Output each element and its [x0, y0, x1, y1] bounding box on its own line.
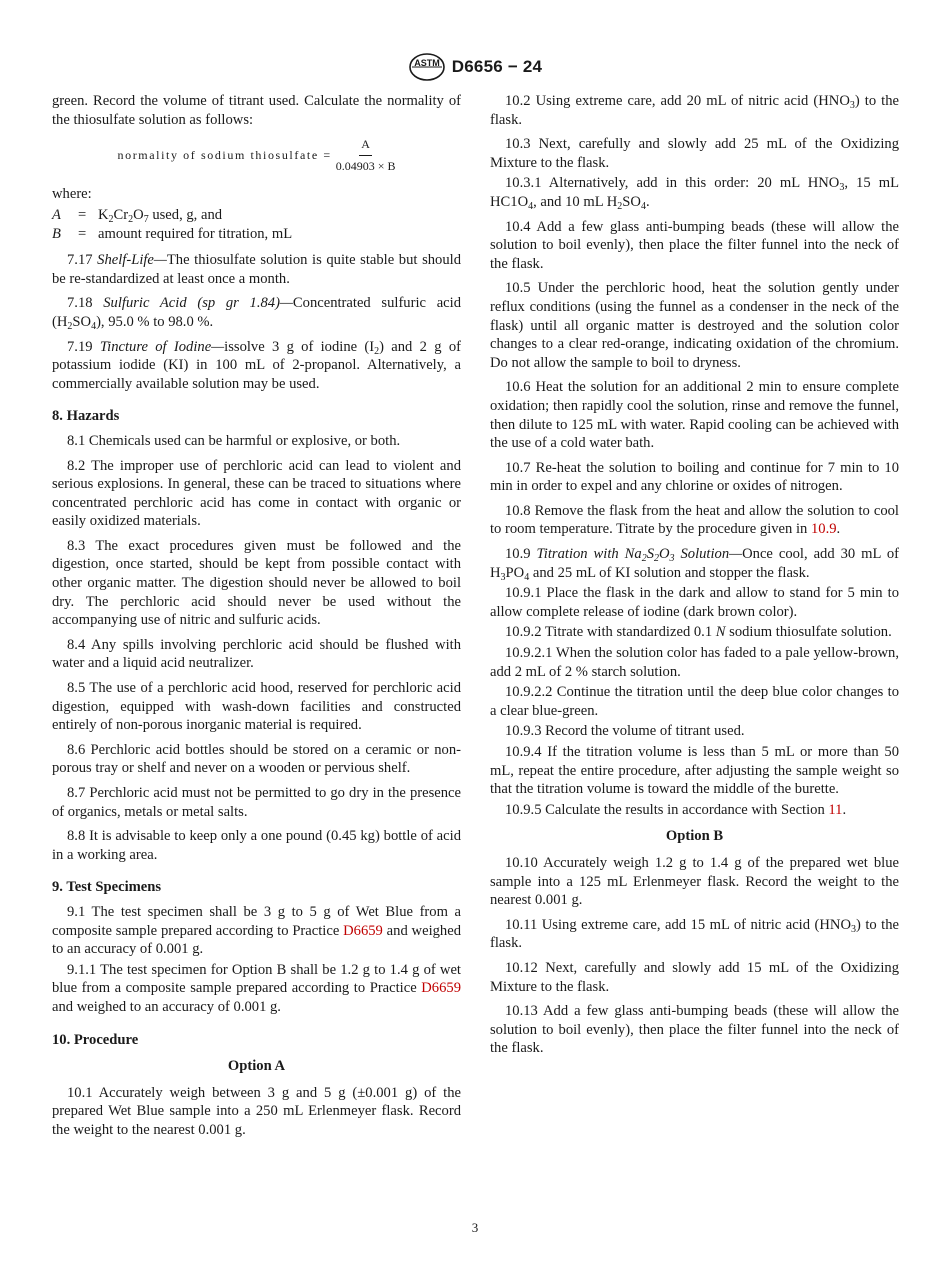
paragraph-8-2: 8.2 The improper use of perchloric acid can lead to violent and serious explosions. In general, these can be traced to situations where concentrated perchloric acid has come in contact with organic or easily oxidized materials.: [52, 457, 461, 530]
paragraph-10-9-4: 10.9.4 If the titration volume is less than 5 mL or more than 50 mL, repeat the entire procedure, after adjusting the sample weight so that the titration volume is toward the middle of the burette.: [490, 744, 899, 798]
definition-equals: =: [78, 206, 87, 223]
definition-a: [52, 206, 461, 225]
paragraph-9-1-1: 9.1.1 The test specimen for Option B shall be 1.2 g to 1.4 g of wet blue from a composite sample prepared according to Practice D6659 and weighed to an accuracy of 0.001 g.: [52, 961, 461, 1015]
normality-formula: [52, 135, 461, 175]
paragraph-8-4: 8.4 Any spills involving perchloric acid should be flushed with water and a liquid acid neutralizer.: [52, 636, 461, 672]
reference-link-10-9[interactable]: 10.9: [810, 521, 837, 538]
paragraph-10-9-1: 10.9.1 Place the flask in the dark and allow to stand for 5 min to allow complete release of iodine (dark brown color).: [490, 585, 899, 620]
definition-equals: =: [78, 225, 87, 242]
paragraph-10-1: 10.1 Accurately weigh between 3 g and 5 g (±0.001 g) of the prepared Wet Blue sample into a 250 mL Erlenmeyer flask. Record the weight to the nearest 0.001 g.: [52, 1084, 461, 1138]
definition-b: [52, 225, 461, 244]
section-heading-hazards: 8. Hazards: [52, 408, 120, 425]
where-label: where:: [52, 186, 92, 203]
paragraph-10-9-3: 10.9.3 Record the volume of titrant used.: [505, 723, 745, 740]
subheading-option-b: Option B: [665, 828, 724, 845]
paragraph-10-9: 10.9 Titration with $Na_2S_2O_3$ Solution—Once cool, add 30 mL of $H_3PO_4$ and 25 mL of KI solution and stopper the flask.: [490, 546, 899, 583]
definition-symbol: B: [52, 225, 61, 242]
paragraph-7-18: 7.18 Sulfuric Acid (sp gr 1.84)—Concentrated sulfuric acid $(H_2SO_4)$, 95.0 % to 98.0 %.: [52, 295, 461, 332]
formula-denominator: 0.04903 × B: [335, 158, 396, 173]
paragraph-10-9-2: 10.9.2 Titrate with standardized 0.1 N sodium thiosulfate solution.: [505, 624, 892, 641]
definition-text: amount required for titration, mL: [98, 225, 293, 242]
paragraph-10-5: 10.5 Under the perchloric hood, heat the solution gently under reflux conditions (using the funnel as a condenser in the neck of the flask) until all organic matter is destroyed and the solution color changes to a clear red-orange, indicating oxidation of the chromium. Do not allow the sample to boil to dryness.: [490, 280, 899, 371]
svg-text:ASTM: ASTM: [414, 58, 440, 68]
paragraph-10-6: 10.6 Heat the solution for an additional 2 min to ensure complete oxidation; then rapidly cool the solution, rinse and remove the funnel, then dilute to 125 mL with water. Rapid cooling can be achieved with the use of a cold water bath.: [490, 379, 899, 452]
paragraph-10-13: 10.13 Add a few glass anti-bumping beads (these will allow the solution to boil evenly), then place the filter funnel into the neck of the flask.: [490, 1003, 899, 1057]
paragraph-10-9-2-1: 10.9.2.1 When the solution color has faded to a pale yellow-brown, add 2 mL of 2 % starch solution.: [490, 645, 899, 680]
paragraph-green: green. Record the volume of titrant used. Calculate the normality of the thiosulfate solution as follows:: [52, 93, 461, 128]
definition-text: $K_2Cr_2O_7$ used, g, and: [98, 206, 223, 225]
left-column: [52, 92, 461, 1146]
paragraph-10-3-1: 10.3.1 Alternatively, add in this order: 20 mL $HNO_3$, 15 mL $HC1O_4$, and 10 mL $H_2SO_4$.: [490, 175, 899, 212]
paragraph-8-6: 8.6 Perchloric acid bottles should be stored on a ceramic or non-porous tray or shelf and never on a wooden or pervious shelf.: [52, 741, 461, 777]
paragraph-7-17: 7.17 Shelf-Life—The thiosulfate solution is quite stable but should be re-standardized at least once a month.: [52, 252, 461, 287]
formula-fraction: [336, 135, 396, 175]
document-id: D6656 − 24: [451, 57, 543, 76]
subheading-option-a: Option A: [227, 1058, 286, 1075]
paragraph-7-19: 7.19 Tincture of Iodine—issolve 3 g of iodine $(I_2)$ and 2 g of potassium iodide (KI) in 100 mL of 2-propanol. Alternatively, a commercially available solution may be used.: [52, 338, 461, 392]
paragraph-10-10: 10.10 Accurately weigh 1.2 g to 1.4 g of the prepared wet blue sample into a 125 mL Erlenmeyer flask. Record the weight to the nearest 0.001 g.: [490, 854, 899, 909]
section-heading-procedure: 10. Procedure: [52, 1031, 139, 1048]
paragraph-10-9-5: 10.9.5 Calculate the results in accordance with Section 11.: [505, 801, 847, 818]
reference-link-d6659[interactable]: D6659: [421, 980, 461, 997]
paragraph-10-12: 10.12 Next, carefully and slowly add 15 mL of the Oxidizing Mixture to the flask.: [490, 959, 899, 995]
paragraph-10-11: 10.11 Using extreme care, add 15 mL of nitric acid $(HNO_3)$ to the flask.: [490, 916, 899, 952]
paragraph-10-8: 10.8 Remove the flask from the heat and allow the solution to cool to room temperature. Titrate by the procedure given in 10.9.: [490, 502, 899, 538]
paragraph-10-4: 10.4 Add a few glass anti-bumping beads (these will allow the solution to boil evenly), then place the filter funnel into the neck of the flask.: [490, 218, 899, 272]
paragraph-8-7: 8.7 Perchloric acid must not be permitted to go dry in the presence of organics, metals or metal salts.: [52, 785, 461, 820]
section-heading-test-specimens: 9. Test Specimens: [52, 879, 162, 896]
paragraph-8-3: 8.3 The exact procedures given must be followed and the digestion, once started, should be kept from possible contact with other organic matter. The digestion should never be allowed to boil dry. The perchloric acid should never be used without the accompanying use of nitric and sulfuric acids.: [52, 537, 461, 629]
astm-logo-icon: [408, 52, 446, 82]
paragraph-10-2: 10.2 Using extreme care, add 20 mL of nitric acid $(HNO_3)$ to the flask.: [490, 93, 899, 128]
paragraph-8-5: 8.5 The use of a perchloric acid hood, reserved for perchloric acid digestion, equipped with wash-down facilities and constructed entirely of non-porous inorganic material is required.: [52, 680, 461, 734]
paragraph-8-8: 8.8 It is advisable to keep only a one pound (0.45 kg) bottle of acid in a working area.: [52, 828, 461, 863]
paragraph-10-9-2-2: 10.9.2.2 Continue the titration until the deep blue color changes to a clear blue-green.: [490, 684, 899, 719]
paragraph-8-1: 8.1 Chemicals used can be harmful or explosive, or both.: [67, 432, 401, 449]
right-column: [490, 92, 899, 1064]
page-header: [0, 52, 950, 82]
paragraph-9-1: 9.1 The test specimen shall be 3 g to 5 g of Wet Blue from a composite sample prepared according to Practice D6659 and weighed to an accuracy of 0.001 g.: [52, 903, 461, 958]
reference-link-section-11[interactable]: 11: [828, 801, 843, 818]
formula-lhs: normality of sodium thiosulfate =: [117, 147, 332, 162]
paragraph-10-7: 10.7 Re-heat the solution to boiling and continue for 7 min to 10 min in order to expel and any chlorine or oxides of nitrogen.: [490, 459, 899, 495]
page-number: 3: [471, 1220, 479, 1235]
formula-numerator: A: [359, 135, 372, 156]
reference-link-d6659[interactable]: D6659: [343, 922, 383, 939]
paragraph-10-3: 10.3 Next, carefully and slowly add 25 mL of the Oxidizing Mixture to the flask.: [490, 136, 899, 171]
definition-symbol: A: [52, 206, 61, 223]
